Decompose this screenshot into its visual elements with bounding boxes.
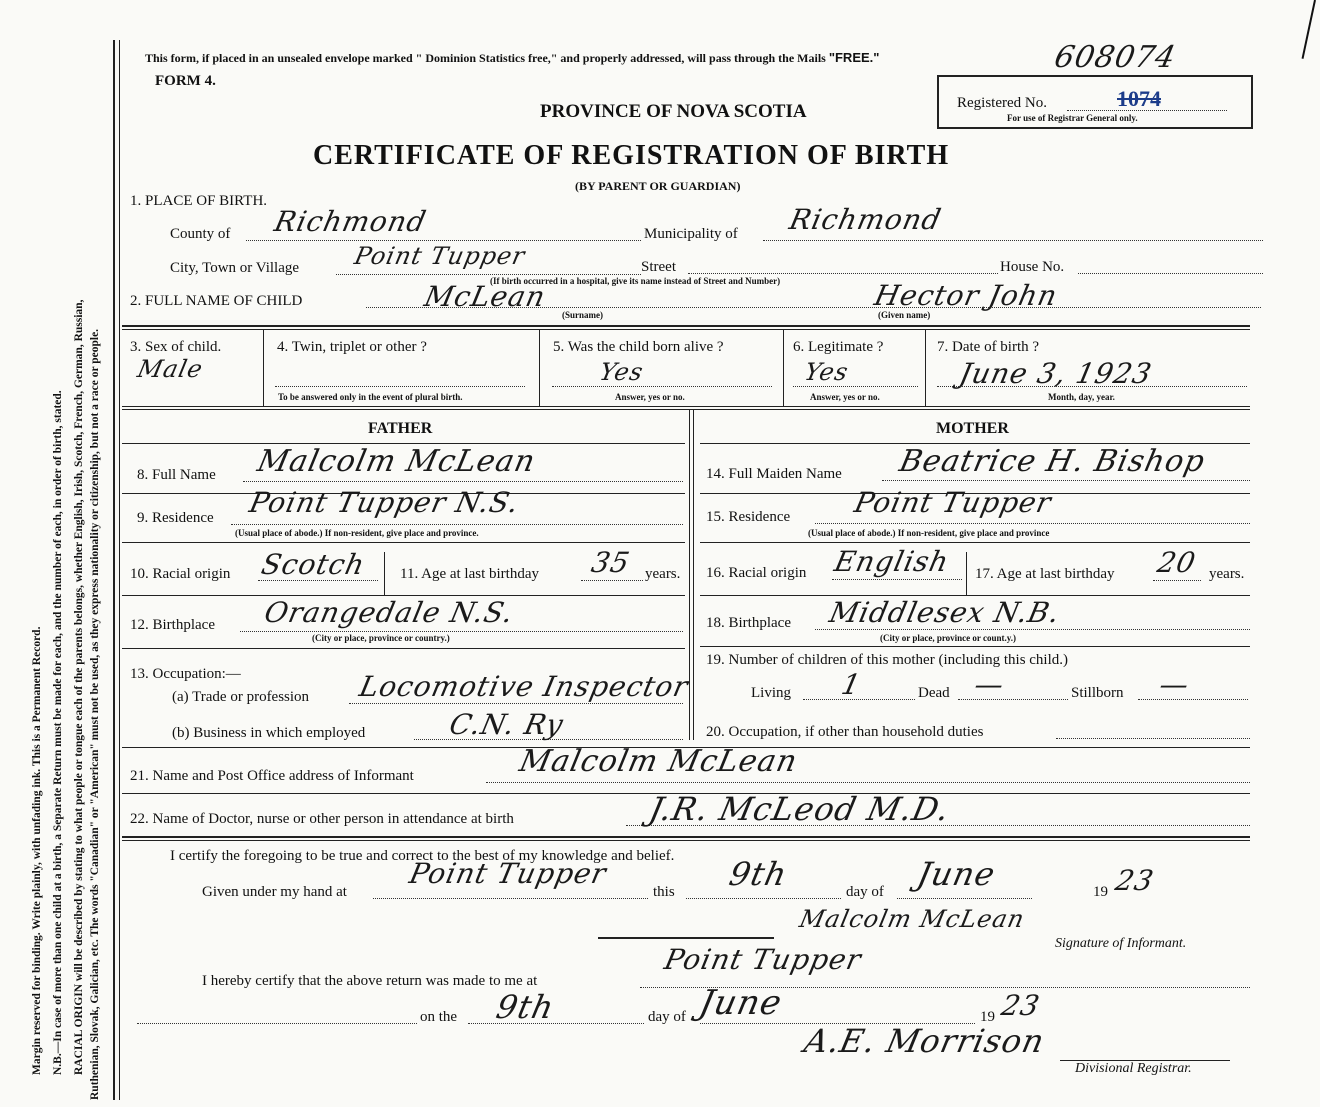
mother-birthplace-value: Middlesex N.B. [826, 596, 1064, 629]
margin-text-racial-1: RACIAL ORIGIN will be described by stating to what people or tongue each of the parents belongs, whether English, Irish, Scotch, French, German, Russian, [73, 299, 85, 1075]
mail-notice: This form, if placed in an unsealed envelope marked " Dominion Statistics free," and properly addressed, will pass through the Mails "FREE." [145, 50, 880, 65]
registrar-day-value: 9th [492, 988, 558, 1026]
dob-value: June 3, 1923 [956, 357, 1156, 390]
city-label: City, Town or Village [170, 260, 300, 276]
registered-no-box [937, 75, 1253, 129]
mother-children-label: 19. Number of children of this mother (including this child.) [706, 652, 1069, 668]
father-residence-note: (Usual place of abode.) If non-resident, give place and province. [235, 528, 479, 538]
mother-years: years. [1209, 566, 1245, 582]
registrar-day-of-label: day of [648, 1009, 686, 1025]
province-heading: PROVINCE OF NOVA SCOTIA [540, 101, 807, 122]
father-trade-label: (a) Trade or profession [172, 689, 310, 705]
margin-text-binding: Margin reserved for binding. Write plainly, with unfading ink. This is a Permanent Record. [31, 626, 43, 1075]
registrar-caption: Divisional Registrar. [1075, 1061, 1192, 1076]
doctor-value: J.R. McLeod M.D. [645, 790, 954, 828]
twin-label: 4. Twin, triplet or other ? [277, 339, 427, 355]
margin-rule [113, 40, 115, 1100]
father-race-value: Scotch [258, 548, 369, 581]
father-residence-value: Point Tupper N.S. [246, 486, 523, 519]
certify-statement: I certify the foregoing to be true and correct to the best of my knowledge and belief. [170, 848, 675, 864]
surname-caption: (Surname) [562, 310, 603, 320]
given-month-value: June [913, 855, 1000, 893]
doctor-label: 22. Name of Doctor, nurse or other person in attendance at birth [130, 811, 514, 827]
registered-no-label: Registered No. [957, 95, 1047, 111]
child-surname: McLean [421, 280, 549, 313]
registrar-year-prefix: 19 [980, 1009, 995, 1025]
mother-heading: MOTHER [936, 420, 1009, 437]
mother-age-value: 20 [1154, 546, 1200, 579]
mother-stillborn-label: Stillborn [1071, 685, 1124, 701]
place-of-birth-heading: 1. PLACE OF BIRTH. [130, 193, 268, 209]
dob-label: 7. Date of birth ? [937, 339, 1040, 355]
mother-stillborn-value: — [1156, 668, 1193, 701]
mother-residence-label: 15. Residence [706, 509, 791, 525]
mother-dead-label: Dead [918, 685, 950, 701]
given-year-value: 23 [1112, 864, 1158, 897]
child-name-label: 2. FULL NAME OF CHILD [130, 293, 303, 309]
given-place-value: Point Tupper [406, 857, 610, 890]
born-alive-value: Yes [597, 358, 647, 386]
mother-name-label: 14. Full Maiden Name [706, 466, 842, 482]
street-label: Street [641, 259, 676, 275]
on-the-label: on the [420, 1009, 458, 1025]
registrar-year-value: 23 [998, 989, 1044, 1022]
dob-note: Month, day, year. [1048, 392, 1115, 402]
father-birthplace-value: Orangedale N.S. [261, 596, 517, 629]
certificate-subtitle: (BY PARENT OR GUARDIAN) [575, 179, 741, 193]
mother-age-label: 17. Age at last birthday [975, 566, 1115, 582]
stamp-number: 608074 [1051, 40, 1180, 75]
municipality-label: Municipality of [644, 226, 738, 242]
margin-rule-inner [119, 40, 120, 1100]
registrar-place-value: Point Tupper [661, 943, 865, 976]
father-birthplace-label: 12. Birthplace [130, 617, 215, 633]
mother-living-value: 1 [838, 668, 865, 701]
mother-residence-value: Point Tupper [851, 486, 1055, 519]
certificate-title: CERTIFICATE OF REGISTRATION OF BIRTH [313, 140, 950, 171]
informant-value: Malcolm McLean [516, 744, 801, 779]
father-age-label: 11. Age at last birthday [400, 566, 539, 582]
mother-occupation-label: 20. Occupation, if other than household duties [706, 724, 984, 740]
this-label: this [653, 884, 675, 900]
registered-no-value: 1074 [1117, 86, 1161, 111]
legitimate-label: 6. Legitimate ? [793, 339, 884, 355]
father-heading: FATHER [368, 420, 433, 437]
county-value: Richmond [271, 205, 430, 238]
pen-stroke [1302, 0, 1316, 59]
legitimate-value: Yes [802, 358, 852, 386]
sex-value: Male [135, 355, 206, 383]
given-under-label: Given under my hand at [202, 884, 347, 900]
hospital-note: (If birth occurred in a hospital, give its name instead of Street and Number) [490, 276, 781, 286]
margin-text-nb: N.B.—In case of more than one child at a birth, a Separate Return must be made for each, and the number of each, in order of birth, stated. [52, 390, 64, 1075]
father-trade-value: Locomotive Inspector [356, 670, 692, 703]
mother-race-label: 16. Racial origin [706, 565, 807, 581]
given-day-value: 9th [725, 855, 791, 893]
mother-birthplace-label: 18. Birthplace [706, 615, 791, 631]
father-race-label: 10. Racial origin [130, 566, 231, 582]
mother-name-value: Beatrice H. Bishop [896, 444, 1209, 479]
form-number: FORM 4. [155, 73, 216, 89]
registrar-signature: A.E. Morrison [800, 1022, 1049, 1060]
informant-signature: Malcolm McLean [797, 905, 1028, 933]
father-birthplace-note: (City or place, province or country.) [312, 633, 450, 643]
city-value: Point Tupper [352, 242, 528, 270]
mother-birthplace-note: (City or place, province or count.y.) [880, 633, 1016, 643]
born-alive-note: Answer, yes or no. [615, 392, 685, 402]
informant-label: 21. Name and Post Office address of Informant [130, 768, 414, 784]
registrar-statement: I hereby certify that the above return was made to me at [202, 973, 538, 989]
mother-race-value: English [831, 545, 953, 578]
father-age-value: 35 [588, 546, 634, 579]
sex-label: 3. Sex of child. [130, 339, 222, 355]
mother-living-label: Living [751, 685, 791, 701]
father-years: years. [645, 566, 681, 582]
father-name-label: 8. Full Name [137, 467, 216, 483]
father-occupation-label: 13. Occupation:— [130, 666, 241, 682]
municipality-value: Richmond [786, 203, 945, 236]
given-name-caption: (Given name) [878, 310, 931, 320]
father-business-label: (b) Business in which employed [172, 725, 366, 741]
mother-dead-value: — [971, 668, 1008, 701]
born-alive-label: 5. Was the child born alive ? [553, 339, 724, 355]
house-no-label: House No. [1000, 259, 1065, 275]
legitimate-note: Answer, yes or no. [810, 392, 880, 402]
margin-text-racial-2: Ruthenian, Slovak, Galician, etc. The words "Canadian" or "American" must not be used, as they express nationality or citizenship, but not a race or people. [89, 328, 101, 1100]
given-year-prefix: 19 [1093, 884, 1108, 900]
father-business-value: C.N. Ry [446, 708, 567, 741]
mother-residence-note: (Usual place of abode.) If non-resident, give place and province [808, 528, 1050, 538]
registered-no-note: For use of Registrar General only. [1007, 113, 1138, 123]
father-residence-label: 9. Residence [137, 510, 214, 526]
twin-note: To be answered only in the event of plural birth. [278, 392, 463, 402]
informant-signature-caption: Signature of Informant. [1055, 936, 1187, 951]
father-name-value: Malcolm McLean [254, 444, 539, 479]
day-of-label: day of [846, 884, 884, 900]
county-label: County of [170, 226, 231, 242]
registrar-month-value: June [695, 983, 786, 1023]
child-given-name: Hector John [871, 279, 1061, 312]
